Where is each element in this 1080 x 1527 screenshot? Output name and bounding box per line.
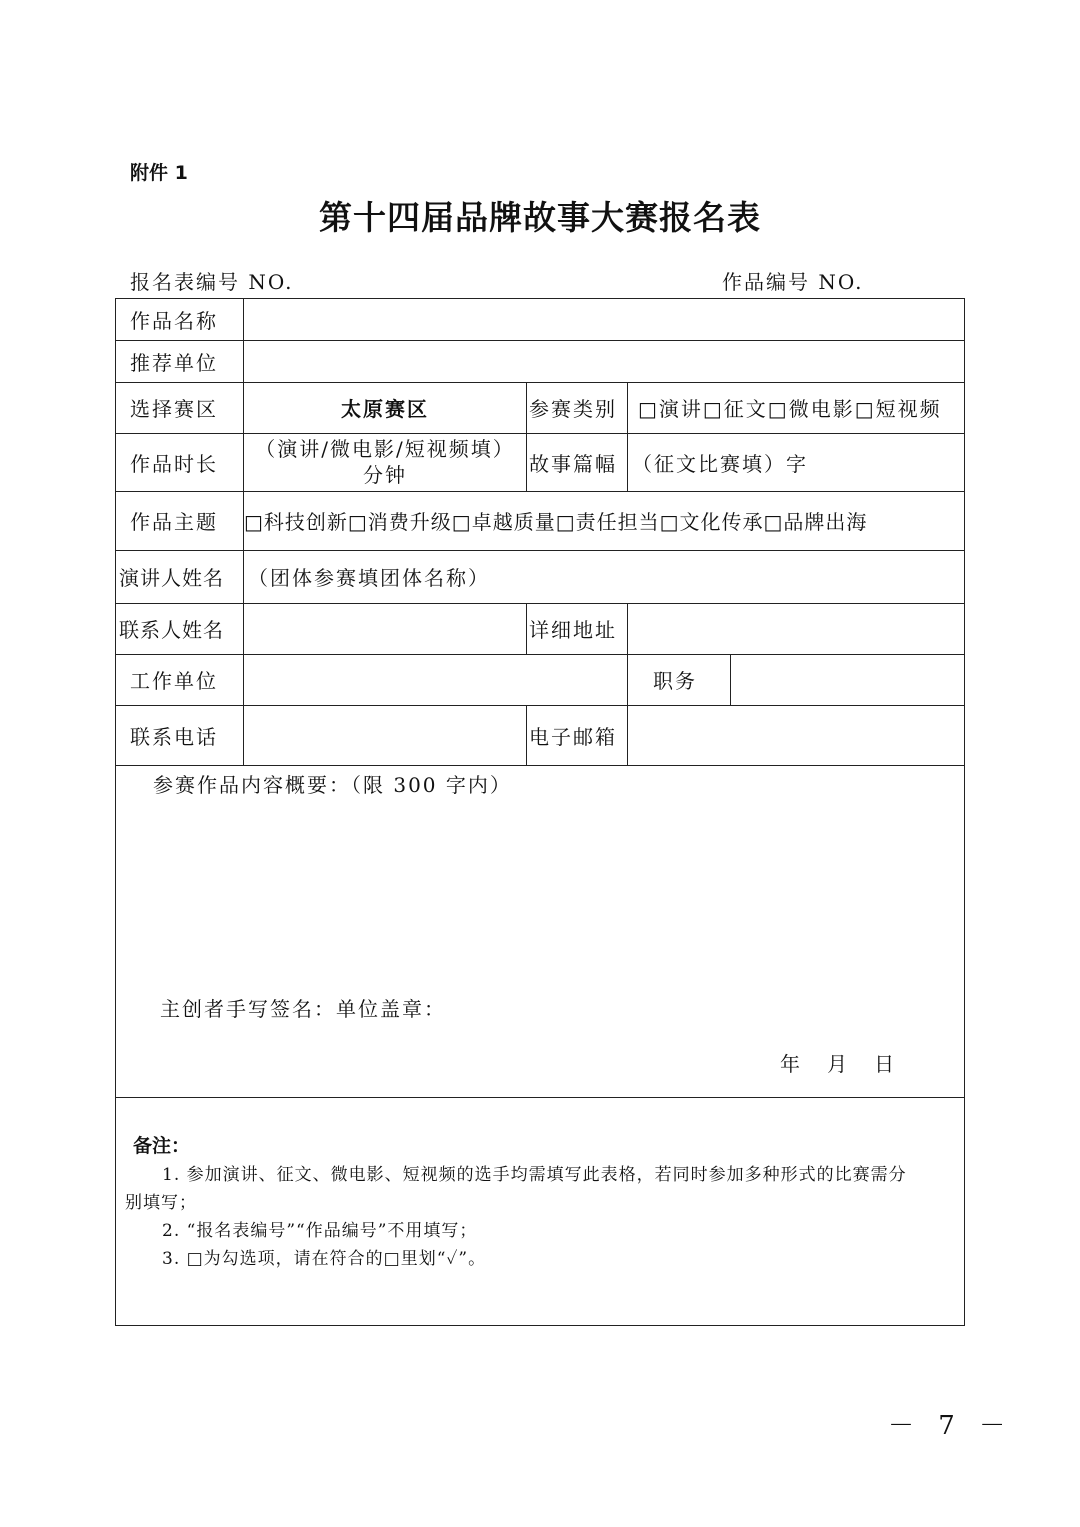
region-value[interactable]: 太原赛区 (341, 397, 429, 421)
region-label: 选择赛区 (130, 397, 218, 421)
length-label: 故事篇幅 (529, 451, 617, 476)
column-divider (526, 705, 527, 765)
category-checkboxes[interactable]: □演讲□征文□微电影□短视频 (638, 397, 942, 421)
email-field[interactable] (628, 706, 964, 765)
contact-name-field[interactable] (244, 604, 526, 654)
note-3: 3. □为勾选项，请在符合的□里划“✓”。 (162, 1249, 487, 1269)
note-2: 2. “报名表编号”“作品编号”不用填写； (162, 1221, 478, 1241)
speaker-field[interactable]: （团体参赛填团体名称） (248, 566, 490, 590)
date-label: 年 月 日 (780, 1052, 897, 1076)
employer-label: 工作单位 (130, 669, 218, 693)
category-label: 参赛类别 (529, 397, 617, 421)
employer-field[interactable] (244, 655, 627, 705)
registration-number-label: 报名表编号 NO. (130, 270, 294, 294)
contact-name-label: 联系人姓名 (119, 618, 224, 642)
recommend-unit-field[interactable] (244, 341, 964, 382)
theme-checkboxes[interactable]: □科技创新□消费升级□卓越质量□责任担当□文化传承□品牌出海 (244, 510, 868, 534)
summary-field[interactable] (116, 800, 964, 990)
length-field[interactable]: （征文比赛填）字 (632, 451, 808, 476)
position-label: 职务 (653, 669, 697, 693)
position-field[interactable] (731, 655, 964, 705)
email-label: 电子邮箱 (529, 724, 617, 749)
form-title: 第十四届品牌故事大赛报名表 (319, 198, 761, 237)
column-divider (526, 603, 527, 654)
work-name-field[interactable] (244, 299, 964, 340)
signature-label: 主创者手写签名：单位盖章： (160, 997, 446, 1021)
work-number-label: 作品编号 NO. (722, 270, 864, 294)
address-field[interactable] (628, 604, 964, 654)
work-name-label: 作品名称 (130, 308, 218, 333)
recommend-unit-label: 推荐单位 (130, 350, 218, 375)
duration-label: 作品时长 (130, 451, 218, 476)
column-divider (627, 382, 628, 491)
duration-unit: 分钟 (363, 463, 407, 487)
row-divider (115, 765, 965, 766)
note-1-continued: 别填写； (125, 1193, 197, 1213)
speaker-label: 演讲人姓名 (119, 566, 224, 590)
note-1: 1. 参加演讲、征文、微电影、短视频的选手均需填写此表格，若同时参加多种形式的比赛需分 (162, 1165, 907, 1185)
page-number: － 7 － (888, 1411, 1014, 1441)
theme-label: 作品主题 (130, 510, 218, 534)
phone-label: 联系电话 (130, 724, 218, 749)
duration-hint: （演讲/微电影/短视频填） (255, 437, 515, 461)
phone-field[interactable] (244, 706, 526, 765)
address-label: 详细地址 (529, 618, 617, 642)
summary-label: 参赛作品内容概要：（限 300 字内） (153, 773, 512, 797)
column-divider (627, 654, 628, 705)
row-divider (115, 1097, 965, 1098)
notes-title: 备注： (133, 1135, 191, 1157)
attachment-label: 附件 1 (130, 162, 188, 184)
duration-field[interactable] (244, 433, 526, 491)
column-divider (526, 382, 527, 491)
